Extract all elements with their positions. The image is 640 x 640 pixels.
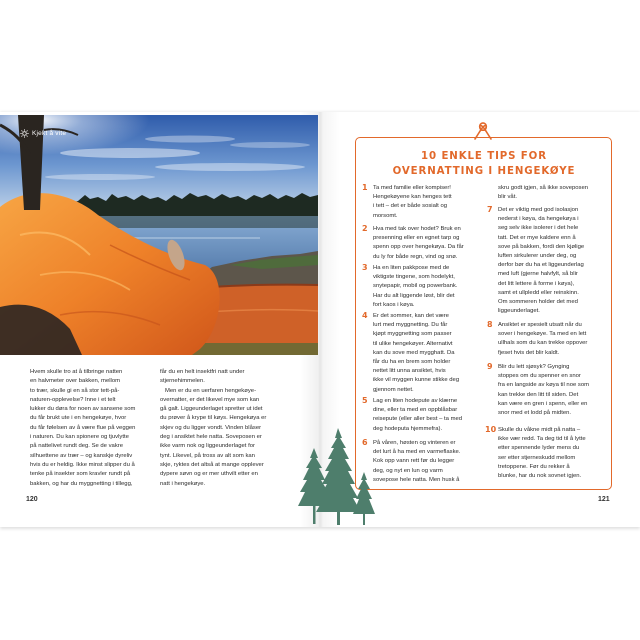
text-line: sovepose hele natta. Men husk å [373,476,460,483]
text-line: tretoppene. Før du rekker å [498,463,570,470]
text-line: derfor bør du ha et liggeunderlag [498,262,584,269]
text-line: får du ha en brem som holder [373,358,451,365]
text-line: ikke vær redd. Ta deg tid til å lytte [498,436,586,443]
tip-number: 9 [487,362,493,371]
photo-label [20,128,66,138]
text-line: reisepute (eller aller best – ta med [373,416,463,423]
text-line: kan være en gren i spenn, eller en [498,400,588,407]
text-line: skru godt igjen, så ikke soveposen [498,185,589,191]
text-line: bakken, og har du myggnetting i tillegg, [30,480,133,487]
text-line: morsomt. [373,212,398,219]
tip-9 [487,363,589,418]
text-line: overnatter, er det likevel mye som kan [160,396,260,403]
text-line: lurt med myggnetting. Du får [373,322,448,329]
photo-label-text: Kjekt å vite [32,129,67,137]
text-line: Hvem skulle tro at å tilbringe natten [30,369,123,375]
text-line: du prøver å krype til køys. Hengekøya er [160,415,267,422]
tip-number: 2 [362,224,368,233]
tip-text [498,321,587,358]
text-line: silhuettene av trær – og kanskje dyreliv [30,452,133,459]
text-line: Det er viktig med god isolasjon [498,207,579,213]
text-line: viktigste tingene, som hodelykt, [373,274,455,281]
tip-7 [487,206,584,316]
page-number-right: 121 [598,496,610,503]
text-line: ser etter stjerneskudd mellom [498,454,576,461]
text-line: stoppes om du spenner en snor [498,373,581,380]
text-line: nettet litt unna ansiktet, hvis [373,368,446,375]
text-line: nederst i køya, da hengekøya i [498,216,579,223]
text-line: fjeset hvis det blir kaldt. [498,349,560,356]
tip-number: 10 [485,425,497,434]
text-line: en halvmeter over bakken, mellom [30,378,121,385]
sun-icon [20,129,29,138]
text-line: to trær, skulle gi en så stor tett-på- [30,387,120,394]
page-number-left: 120 [26,496,38,503]
text-line: Hengekøyene kan henges tett [373,194,452,201]
text-line: Kok opp vann rett før du legger [373,458,455,465]
text-line: luften sirkulerer under deg, og [498,252,577,259]
tip-number: 3 [362,263,368,272]
tip-2 [362,225,464,262]
tip-number: 4 [362,311,368,320]
tip-8 [487,321,587,358]
text-line: fort kaos i køya. [373,301,415,308]
tip-text [373,184,452,221]
text-line: Blir du lett sjøsyk? Gynging [498,364,570,370]
text-line: fra en langside av køya til noe som [498,382,590,389]
tip-text [373,312,459,395]
tip-4 [362,312,459,395]
text-line: tenke på insekter som kravler rundt på [30,471,131,478]
text-line: Hva med tak over hodet? Bruk en [373,226,461,232]
text-line: Ansiktet er spesielt utsatt når du [498,322,582,328]
text-line: Ta med familie eller kompiser! [373,185,451,191]
text-line: deg i ansiktet hele natta. Soveposen er [160,434,262,441]
text-line: På våren, høsten og vinteren er [373,440,456,446]
tip-text [373,264,457,310]
text-line: seg selv ikke isolerer i det hele [498,225,579,232]
fir-trees-icon [296,424,378,526]
tip-text [373,439,460,485]
tip-text [498,426,586,481]
text-line: gå galt. Liggeunderlaget spretter ut idet [160,406,263,413]
text-line: Men er du en uerfaren hengekøye- [165,387,257,394]
text-line: blir våt. [498,194,517,201]
text-line: deg, og nyt en lun og varm [373,467,443,474]
rope-knot-icon [471,121,495,141]
tip-number: 1 [362,183,368,192]
text-line: på nattelivet rundt deg. Se de vakre [30,443,124,450]
text-line: snytepapir, mobil og powerbank. [373,283,458,290]
text-line: i naturen. Du kan spionere og tjuvlytte [30,434,129,441]
text-line: Er det sommer, kan det være [373,313,449,319]
text-line: skje, ryktes det altså at mange opplever [160,461,264,468]
tip-number: 7 [487,205,493,214]
text-line: deg hodeputa hjemmefra). [373,425,443,432]
text-line: Har du alt liggende løst, blir det [373,292,455,299]
tip-6-continuation [498,184,588,202]
text-line: presenning eller en egnet tarp og [373,235,460,242]
text-line: Lag en liten hodepute av klærne [373,398,458,404]
text-line: lukker du døra for noen av sansene som [30,406,136,413]
text-line: ullhals som du kan trekke oppover [498,340,588,347]
text-line: det lurt å ha med en varmeflaske. [373,449,461,456]
photo-illustration [0,115,318,355]
text-line: snor med et lodd på midten. [498,409,572,416]
tip-10 [485,426,586,481]
text-line: i tett – det er både sosialt og [373,203,448,210]
tips-title [356,149,612,179]
text-line: Skulle du våkne midt på natta – [498,427,581,433]
text-line: til ulike hengekøyer. Alternativt [373,340,453,347]
text-line: liggeunderlaget. [498,308,540,315]
tip-text [498,206,584,316]
text-line: etter spennende lyder mens du [498,445,580,452]
hammock-lake-photo [0,115,318,355]
tip-text [498,363,589,418]
tip-text [373,225,464,262]
text-line: samt et ullpledd eller reinskinn. [498,289,579,296]
text-line: sove på bakken, fordi den kjølige [498,243,585,250]
text-line: Ha en liten pakkpose med de [373,265,450,271]
text-line: sover i hengekøye. Ta med en lett [498,331,587,338]
text-line: kjøpt myggnetting som passer [373,331,452,338]
tip-number: 6 [362,438,368,447]
tip-1 [362,184,452,221]
text-line: skjev og du ligger vondt. Vinden blåser [160,424,262,431]
text-line: tatt. Det er mye kaldere enn å [498,234,576,241]
tips-title-line-2: OVERNATTING I HENGEKØYE [392,166,576,177]
text-line: det litt lettere å forme i køya), [498,280,575,287]
text-line: ikke varm nok og liggeunderlaget for [160,443,255,450]
text-line: blunke, har du nok sovnet igjen. [498,472,582,479]
text-line: hvis du er heldig. Ikke minst slipper du å [30,461,135,468]
tips-title-line-1: 10 ENKLE TIPS FOR [421,151,547,162]
text-line: naturen-opplevelse? Inne i et telt [30,396,116,403]
text-line: du ly for både regn, vind og snø. [373,253,458,260]
text-line: du får følelsen av å være flue på veggen [30,424,136,431]
tip-number: 8 [487,320,493,329]
left-body-column-1 [30,368,135,489]
text-line: dine, eller ta med en oppblåsbar [373,407,458,414]
text-line: stjernehimmelen. [160,378,205,385]
text-line: du får brukt ute i en hengekøye, hvor [30,415,127,422]
text-line: gjennom nettet. [373,386,414,393]
text-line: kan du sove med mygghatt. Da [373,349,455,356]
text-line: spenn opp over hengekøya. Da får [373,244,464,251]
text-line: med luft (gjerne halvfylt, så blir [498,271,578,278]
text-line: natt i hengekøye. [160,480,206,487]
text-line: tynt. Likevel, på tross av alt som kan [160,452,255,459]
tip-text [373,397,462,434]
text-line: dypere søvn og er mer uthvilt etter en [160,471,258,478]
tip-number: 5 [362,396,368,405]
left-body-column-2 [160,368,266,489]
text-line: ikke vil myggen kunne stikke deg [373,377,460,384]
text-line: Om sommeren holder det med [498,298,578,305]
text-line: kan trekke den litt til siden. Det [498,391,579,398]
tip-3 [362,264,457,310]
text-line: får du en helt insektfri natt under [160,369,245,375]
